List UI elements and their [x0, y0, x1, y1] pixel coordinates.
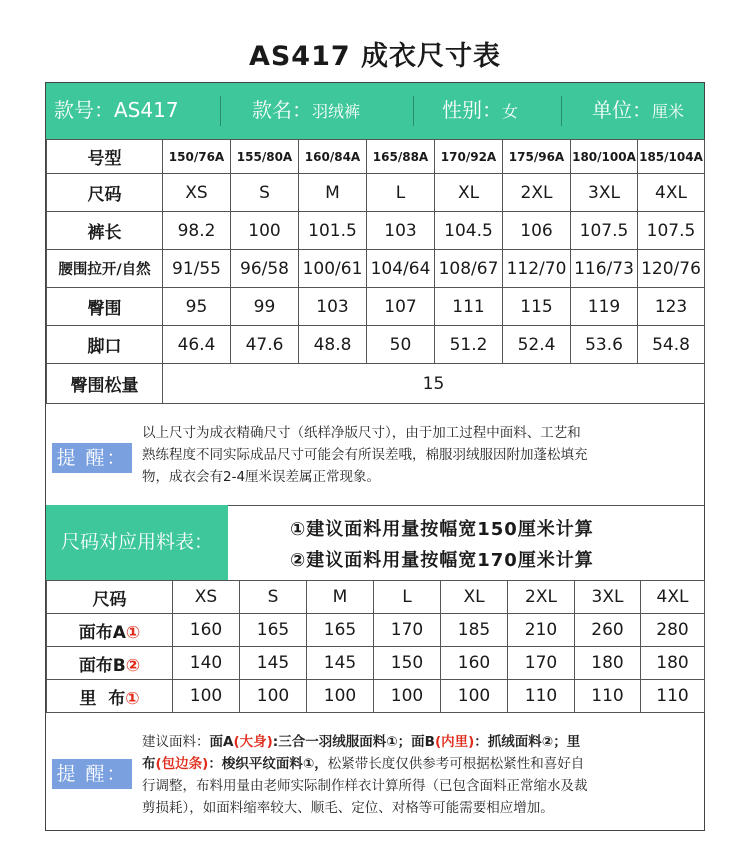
table-cell: 160 [441, 647, 508, 680]
row-label: 号型 [47, 140, 163, 174]
table-cell: 180 [641, 647, 705, 680]
table-cell: 119 [571, 288, 638, 326]
table-cell: 50 [367, 326, 435, 364]
table-cell: 123 [638, 288, 705, 326]
table-cell: 107.5 [571, 212, 638, 250]
table-cell: 175/96A [503, 140, 571, 174]
table-cell: 110 [575, 680, 641, 713]
fabric-map-rules [228, 505, 704, 580]
table-cell: 99 [231, 288, 299, 326]
header-divider [561, 96, 562, 126]
fabric-row [47, 680, 705, 713]
table-cell: 100 [441, 680, 508, 713]
table-cell: XS [163, 174, 231, 212]
table-cell: 110 [641, 680, 705, 713]
table-cell: 260 [575, 614, 641, 647]
style-number: 款号：AS417 [54, 98, 179, 122]
row-label: 尺码 [47, 174, 163, 212]
table-cell: 3XL [571, 174, 638, 212]
fabric-map-title: 尺码对应用料表： [46, 505, 228, 580]
table-cell: 165 [240, 614, 307, 647]
table-cell: 160 [173, 614, 240, 647]
table-cell: 108/67 [435, 250, 503, 288]
fabric-size-header: XS [173, 581, 240, 614]
table-cell: 91/55 [163, 250, 231, 288]
size-table-row [47, 250, 705, 288]
fabric-rule-1: ①建议面料用量按幅宽150厘米计算 [290, 519, 594, 540]
table-cell: 107 [367, 288, 435, 326]
table-cell: 53.6 [571, 326, 638, 364]
table-cell: 160/84A [299, 140, 367, 174]
table-cell: 96/58 [231, 250, 299, 288]
table-cell: 155/80A [231, 140, 299, 174]
table-cell: 111 [435, 288, 503, 326]
table-cell: L [367, 174, 435, 212]
table-cell: 46.4 [163, 326, 231, 364]
table-cell: 170/92A [435, 140, 503, 174]
table-cell: 104.5 [435, 212, 503, 250]
table-cell: 145 [240, 647, 307, 680]
table-cell: M [299, 174, 367, 212]
fabric-size-header: 2XL [508, 581, 575, 614]
fabric-rule-2: ②建议面料用量按幅宽170厘米计算 [290, 550, 594, 571]
table-cell: 101.5 [299, 212, 367, 250]
row-label: 脚口 [47, 326, 163, 364]
fabric-reminder-text: 建议面料：面A(大身):三合一羽绒服面料①；面B(内里)：抓绒面料②；里 布(包边条)：梭织平纹面料①，松紧带长度仅供参考可根据松紧性和喜好自 行调整，布料用量由老师实际制作样衣计算所得（已包含面料正常缩水及裁 剪损耗），如面料缩率较大、顺毛、定位、对格等可能需要相应增加。 [142, 734, 588, 816]
fabric-table [46, 580, 705, 713]
table-cell: 100/61 [299, 250, 367, 288]
table-cell: 170 [374, 614, 441, 647]
table-cell: 165 [307, 614, 374, 647]
table-cell: 116/73 [571, 250, 638, 288]
size-table-row [47, 212, 705, 250]
fabric-header-row [47, 581, 705, 614]
table-cell: 100 [307, 680, 374, 713]
size-table-row [47, 174, 705, 212]
table-cell: 112/70 [503, 250, 571, 288]
table-cell: S [231, 174, 299, 212]
row-label: 腰围拉开/自然 [47, 250, 163, 288]
size-table-row [47, 140, 705, 174]
fabric-reminder-box [46, 715, 704, 831]
table-cell: 107.5 [638, 212, 705, 250]
gender: 性别：女 [442, 98, 519, 122]
table-cell: 210 [508, 614, 575, 647]
table-cell: 106 [503, 212, 571, 250]
reminder-badge: 提 醒： [52, 443, 132, 473]
ease-row [47, 364, 705, 404]
table-cell: 150 [374, 647, 441, 680]
table-cell: 170 [508, 647, 575, 680]
table-cell: 180/100A [571, 140, 638, 174]
table-cell: 280 [641, 614, 705, 647]
fabric-header-label: 尺码 [47, 581, 173, 614]
reminder-box [46, 405, 704, 506]
table-cell: 95 [163, 288, 231, 326]
table-cell: 51.2 [435, 326, 503, 364]
fabric-row-label: 里 布① [47, 680, 173, 713]
table-cell: 185 [441, 614, 508, 647]
fabric-size-header: M [307, 581, 374, 614]
table-cell: 100 [240, 680, 307, 713]
table-cell: 165/88A [367, 140, 435, 174]
table-cell: 4XL [638, 174, 705, 212]
table-cell: 52.4 [503, 326, 571, 364]
table-cell: XL [435, 174, 503, 212]
fabric-reminder-badge: 提 醒： [52, 759, 132, 789]
table-cell: 103 [299, 288, 367, 326]
fabric-row-label: 面布A① [47, 614, 173, 647]
ease-label: 臀围松量 [47, 364, 163, 404]
table-cell: 140 [173, 647, 240, 680]
style-name: 款名：羽绒裤 [252, 98, 361, 122]
table-cell: 100 [374, 680, 441, 713]
table-cell: 98.2 [163, 212, 231, 250]
size-table-row [47, 288, 705, 326]
row-label: 臀围 [47, 288, 163, 326]
fabric-size-header: 4XL [641, 581, 705, 614]
fabric-row [47, 647, 705, 680]
table-cell: 100 [173, 680, 240, 713]
table-cell: 2XL [503, 174, 571, 212]
size-table-row [47, 326, 705, 364]
table-cell: 145 [307, 647, 374, 680]
reminder-text: 以上尺寸为成衣精确尺寸（纸样净版尺寸），由于加工过程中面料、工艺和 熟练程度不同实际成品尺寸可能会有所误差哦，棉服羽绒服因附加蓬松填充 物，成衣会有2-4厘米误差属正常现象。 [142, 425, 588, 485]
table-cell: 180 [575, 647, 641, 680]
page-title: AS417 成衣尺寸表 [248, 41, 502, 72]
ease-value: 15 [163, 364, 705, 404]
fabric-size-header: 3XL [575, 581, 641, 614]
table-cell: 120/76 [638, 250, 705, 288]
header-divider [220, 96, 221, 126]
fabric-row [47, 614, 705, 647]
row-label: 裤长 [47, 212, 163, 250]
table-cell: 110 [508, 680, 575, 713]
fabric-size-header: XL [441, 581, 508, 614]
table-cell: 103 [367, 212, 435, 250]
table-cell: 100 [231, 212, 299, 250]
table-cell: 54.8 [638, 326, 705, 364]
table-cell: 150/76A [163, 140, 231, 174]
table-cell: 115 [503, 288, 571, 326]
table-cell: 185/104A [638, 140, 705, 174]
fabric-size-header: S [240, 581, 307, 614]
table-cell: 104/64 [367, 250, 435, 288]
table-cell: 47.6 [231, 326, 299, 364]
size-table [46, 139, 705, 404]
table-cell: 48.8 [299, 326, 367, 364]
fabric-size-header: L [374, 581, 441, 614]
unit: 单位：厘米 [592, 98, 685, 122]
header-bar [46, 83, 704, 139]
header-divider [413, 96, 414, 126]
fabric-row-label: 面布B② [47, 647, 173, 680]
